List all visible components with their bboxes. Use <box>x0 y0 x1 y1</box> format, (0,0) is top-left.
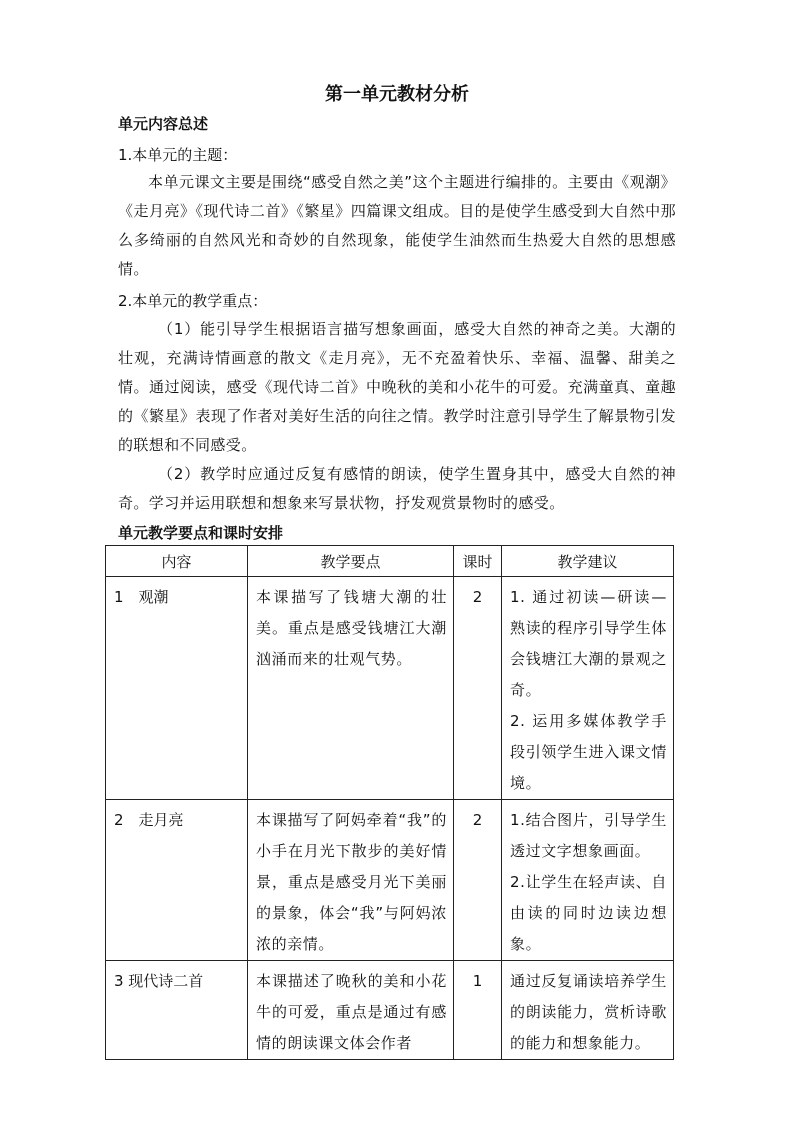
suggestion-text: 1.结合图片，引导学生透过文字想象画面。 <box>510 811 667 860</box>
content-text: 3 现代诗二首 <box>114 972 204 990</box>
column-header: 课时 <box>454 546 502 577</box>
table-row <box>106 577 674 800</box>
hours-cell <box>454 961 502 1060</box>
content-cell <box>106 961 248 1060</box>
column-header: 教学要点 <box>248 546 454 577</box>
hours-cell <box>454 800 502 961</box>
focus-label: 2.本单元的教学重点： <box>118 292 268 310</box>
points-text: 本课描写了阿妈牵着“我”的小手在月光下散步的美好情景，重点是感受月光下美丽的景象，体会“我”与阿妈浓浓的亲情。 <box>256 811 447 953</box>
hours-text: 1 <box>472 972 483 990</box>
content-text: 2 走月亮 <box>114 811 184 829</box>
points-text: 本课描述了晚秋的美和小花牛的可爱，重点是通过有感情的朗读课文体会作者 <box>256 972 447 1052</box>
page-title: 第一单元教材分析 <box>325 84 469 105</box>
suggestion-cell <box>502 800 674 961</box>
content-text: 1 观潮 <box>114 588 169 606</box>
column-header: 内容 <box>106 546 248 577</box>
suggestion-text: 通过反复诵读培养学生的朗读能力，赏析诗歌的能力和想象能力。 <box>510 972 667 1052</box>
hours-text: 2 <box>472 588 483 606</box>
points-cell <box>248 961 454 1060</box>
suggestion-text: 2. 运用多媒体教学手段引领学生进入课文情境。 <box>510 712 667 792</box>
table-row <box>106 961 674 1060</box>
theme-label: 1.本单元的主题： <box>118 146 238 164</box>
unit-summary-heading: 单元内容总述 <box>118 115 209 133</box>
suggestion-cell <box>502 961 674 1060</box>
suggestion-cell <box>502 577 674 800</box>
table-row <box>106 800 674 961</box>
points-text: 本课描写了钱塘大潮的壮美。重点是感受钱塘江大潮汹涌而来的壮观气势。 <box>256 588 447 668</box>
teaching-plan-table <box>105 545 674 1060</box>
content-cell <box>106 577 248 800</box>
theme-paragraph: 本单元课文主要是围绕“感受自然之美”这个主题进行编排的。主要由《观潮》《走月亮》《现代诗二首》《繁星》四篇课文组成。目的是使学生感受到大自然中那么多绮丽的自然风光和奇妙的自然现象，能使学生油然而生热爱大自然的思想感情。 <box>118 173 676 278</box>
points-cell <box>248 800 454 961</box>
column-header: 教学建议 <box>502 546 674 577</box>
suggestion-text: 1. 通过初读—研读—熟读的程序引导学生体会钱塘江大潮的景观之奇。 <box>510 588 667 699</box>
focus-paragraph-2: （2）教学时应通过反复有感情的朗读，使学生置身其中，感受大自然的神奇。学习并运用联想和想象来写景状物，抒发观赏景物时的感受。 <box>118 465 676 512</box>
hours-cell <box>454 577 502 800</box>
content-cell <box>106 800 248 961</box>
suggestion-text: 2.让学生在轻声读、自由读的同时边读边想象。 <box>510 873 667 953</box>
plan-heading: 单元教学要点和课时安排 <box>118 524 284 542</box>
table-header-row <box>106 546 674 577</box>
focus-paragraph-1: （1）能引导学生根据语言描写想象画面，感受大自然的神奇之美。大潮的壮观，充满诗情画意的散文《走月亮》，无不充盈着快乐、幸福、温馨、甜美之情。通过阅读，感受《现代诗二首》中晚秋的美和小花牛的可爱。充满童真、童趣的《繁星》表现了作者对美好生活的向往之情。教学时注意引导学生了解景物引发的联想和不同感受。 <box>118 320 676 454</box>
points-cell <box>248 577 454 800</box>
hours-text: 2 <box>472 811 483 829</box>
